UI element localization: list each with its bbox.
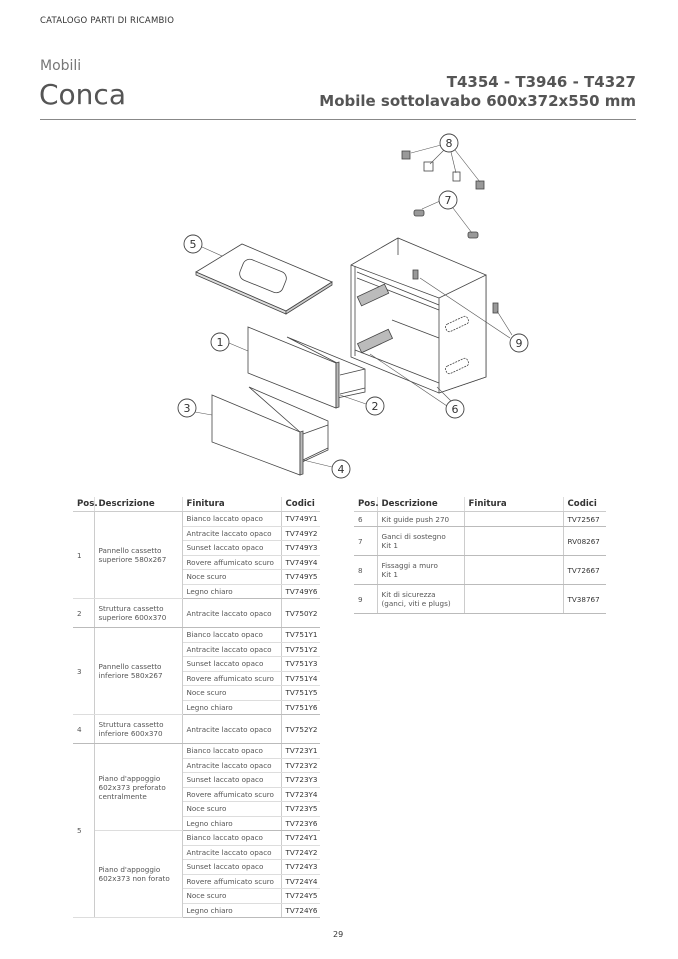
finish-cell [464, 512, 563, 527]
finish-cell: Bianco laccato opaco [182, 628, 281, 643]
col-pos: Pos. [73, 497, 94, 512]
code-cell: TV38767 [563, 585, 606, 614]
description-cell: Struttura cassetto superiore 600x370 [94, 599, 182, 628]
table-row [73, 744, 320, 759]
code-cell: TV749Y2 [281, 526, 320, 541]
finish-cell [464, 585, 563, 614]
finish-cell: Sunset laccato opaco [182, 860, 281, 875]
code-cell: TV723Y4 [281, 787, 320, 802]
table-row [73, 599, 320, 628]
product-codes: T4354 - T3946 - T4327 [446, 73, 636, 91]
code-cell: RV08267 [563, 527, 606, 556]
table-row [73, 831, 320, 846]
finish-cell: Bianco laccato opaco [182, 512, 281, 527]
col-finish: Finitura [464, 497, 563, 512]
code-cell: TV752Y2 [281, 715, 320, 744]
description-cell: Pannello cassetto superiore 580x267 [94, 512, 182, 599]
callout-number: 8 [445, 137, 453, 150]
code-cell: TV724Y4 [281, 874, 320, 889]
finish-cell [464, 556, 563, 585]
pos-cell: 9 [354, 585, 377, 614]
code-cell: TV751Y1 [281, 628, 320, 643]
code-cell: TV749Y3 [281, 541, 320, 556]
code-cell: TV749Y6 [281, 584, 320, 599]
exploded-diagram [0, 130, 678, 490]
page-title: Conca [39, 78, 126, 111]
code-cell: TV751Y5 [281, 686, 320, 701]
description-cell: Kit guide push 270 [377, 512, 464, 527]
finish-cell: Antracite laccato opaco [182, 526, 281, 541]
code-cell: TV723Y1 [281, 744, 320, 759]
description-cell: Kit di sicurezza (ganci, viti e plugs) [377, 585, 464, 614]
finish-cell: Noce scuro [182, 889, 281, 904]
code-cell: TV751Y3 [281, 657, 320, 672]
table-row [73, 628, 320, 643]
pos-cell: 6 [354, 512, 377, 527]
col-pos: Pos. [354, 497, 377, 512]
pos-cell: 4 [73, 715, 94, 744]
description-cell: Piano d'appoggio 602x373 preforato centralmente [94, 744, 182, 831]
col-finish: Finitura [182, 497, 281, 512]
pos-cell: 1 [73, 512, 94, 599]
callout-number: 9 [515, 337, 523, 350]
pos-cell: 3 [73, 628, 94, 715]
col-descr: Descrizione [94, 497, 182, 512]
pos-cell: 7 [354, 527, 377, 556]
table-row [354, 527, 606, 556]
code-cell: TV724Y3 [281, 860, 320, 875]
callout-number: 4 [337, 463, 345, 476]
finish-cell: Legno chiaro [182, 903, 281, 918]
code-cell: TV749Y5 [281, 570, 320, 585]
callout-number: 2 [371, 400, 379, 413]
header-divider [40, 119, 636, 120]
code-cell: TV72567 [563, 512, 606, 527]
description-cell: Fissaggi a muro Kit 1 [377, 556, 464, 585]
table-row [354, 556, 606, 585]
table-row [354, 512, 606, 527]
category-label: Mobili [40, 58, 82, 74]
callout-number: 5 [189, 238, 197, 251]
product-subtitle: Mobile sottolavabo 600x372x550 mm [319, 92, 636, 110]
finish-cell: Bianco laccato opaco [182, 744, 281, 759]
callout-number: 7 [444, 194, 452, 207]
finish-cell: Legno chiaro [182, 700, 281, 715]
code-cell: TV751Y6 [281, 700, 320, 715]
callout-number: 3 [183, 402, 191, 415]
code-cell: TV751Y2 [281, 642, 320, 657]
finish-cell: Sunset laccato opaco [182, 657, 281, 672]
cabinet-part [351, 238, 486, 393]
finish-cell: Legno chiaro [182, 584, 281, 599]
code-cell: TV72667 [563, 556, 606, 585]
finish-cell: Sunset laccato opaco [182, 541, 281, 556]
finish-cell: Bianco laccato opaco [182, 831, 281, 846]
code-cell: TV750Y2 [281, 599, 320, 628]
description-cell: Piano d'appoggio 602x373 non forato [94, 831, 182, 918]
finish-cell: Antracite laccato opaco [182, 599, 281, 628]
finish-cell: Antracite laccato opaco [182, 758, 281, 773]
finish-cell: Rovere affumicato scuro [182, 787, 281, 802]
code-cell: TV723Y2 [281, 758, 320, 773]
code-cell: TV749Y4 [281, 555, 320, 570]
col-code: Codici [281, 497, 320, 512]
table-row [73, 715, 320, 744]
pos-cell: 2 [73, 599, 94, 628]
callout-number: 1 [216, 336, 224, 349]
finish-cell: Antracite laccato opaco [182, 845, 281, 860]
code-cell: TV749Y1 [281, 512, 320, 527]
callout-number: 6 [451, 403, 459, 416]
col-code: Codici [563, 497, 606, 512]
finish-cell: Rovere affumicato scuro [182, 874, 281, 889]
finish-cell [464, 527, 563, 556]
finish-cell: Noce scuro [182, 802, 281, 817]
code-cell: TV723Y5 [281, 802, 320, 817]
finish-cell: Legno chiaro [182, 816, 281, 831]
code-cell: TV751Y4 [281, 671, 320, 686]
finish-cell: Noce scuro [182, 570, 281, 585]
catalog-label: CATALOGO PARTI DI RICAMBIO [40, 16, 175, 26]
code-cell: TV724Y1 [281, 831, 320, 846]
description-cell: Pannello cassetto inferiore 580x267 [94, 628, 182, 715]
col-descr: Descrizione [377, 497, 464, 512]
code-cell: TV723Y3 [281, 773, 320, 788]
parts-table-left [73, 497, 320, 918]
finish-cell: Rovere affumicato scuro [182, 671, 281, 686]
finish-cell: Noce scuro [182, 686, 281, 701]
table-row [73, 512, 320, 527]
code-cell: TV724Y5 [281, 889, 320, 904]
countertop-part [196, 244, 332, 314]
code-cell: TV724Y6 [281, 903, 320, 918]
description-cell: Ganci di sostegno Kit 1 [377, 527, 464, 556]
description-cell: Struttura cassetto inferiore 600x370 [94, 715, 182, 744]
page-number: 29 [333, 930, 344, 939]
finish-cell: Sunset laccato opaco [182, 773, 281, 788]
code-cell: TV723Y6 [281, 816, 320, 831]
code-cell: TV724Y2 [281, 845, 320, 860]
finish-cell: Antracite laccato opaco [182, 642, 281, 657]
finish-cell: Antracite laccato opaco [182, 715, 281, 744]
pos-cell: 5 [73, 744, 94, 918]
table-row [354, 585, 606, 614]
finish-cell: Rovere affumicato scuro [182, 555, 281, 570]
pos-cell: 8 [354, 556, 377, 585]
parts-table-right [354, 497, 606, 614]
